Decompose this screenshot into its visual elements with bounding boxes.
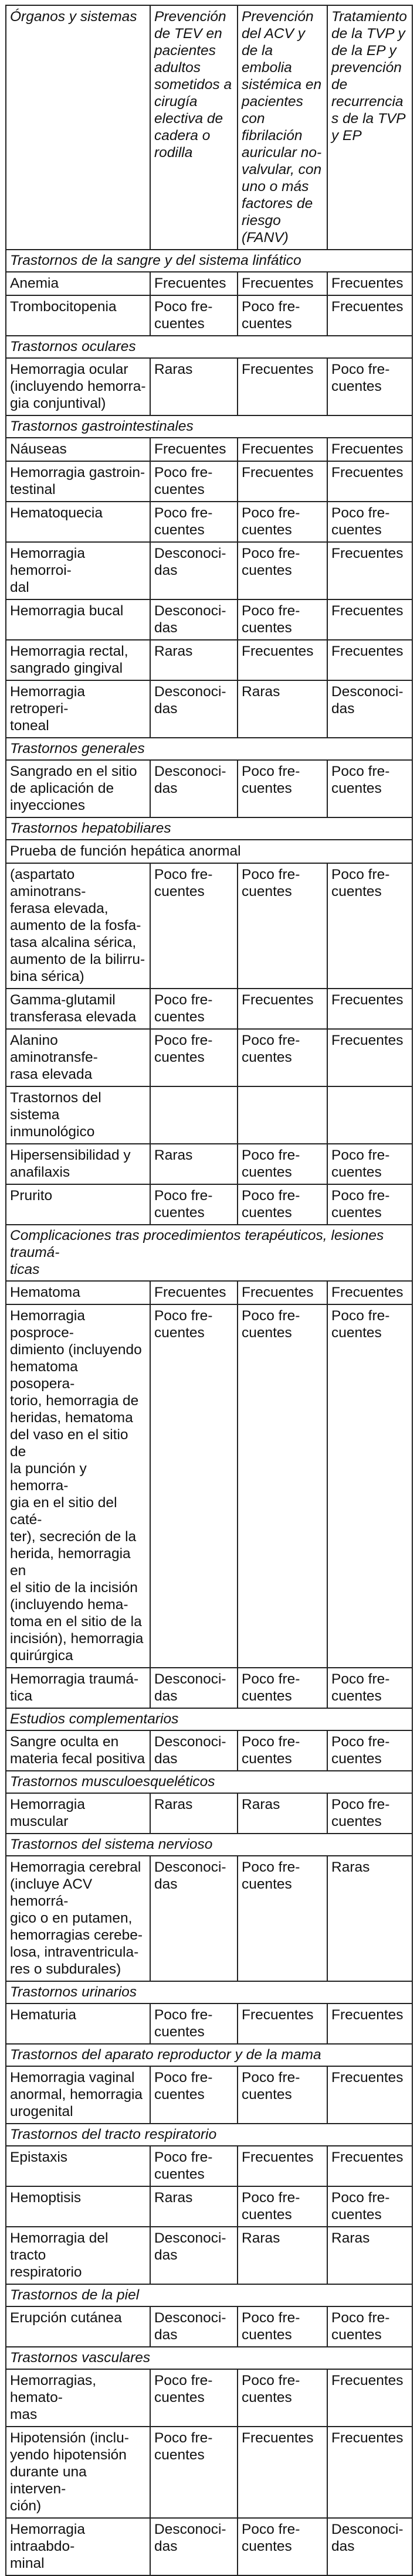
section-row (6, 1981, 412, 2003)
fanv-frequency-cell: Poco fre- cuentes (238, 2066, 327, 2124)
tvp-ep-frequency-cell: Frecuentes (327, 2427, 412, 2518)
table-row (6, 1856, 412, 1981)
reaction-cell: Hipersensibilidad y anafilaxis (6, 1144, 150, 1184)
fanv-frequency-cell: Poco fre- cuentes (238, 2518, 327, 2575)
tev-frequency-cell: Poco fre- cuentes (150, 295, 238, 336)
reaction-cell: Hematuria (6, 2003, 150, 2044)
fanv-frequency-cell: Frecuentes (238, 358, 327, 415)
tev-frequency-cell: Poco fre- cuentes (150, 863, 238, 989)
reaction-cell: Hipotensión (inclu- yendo hipotensión durante una interven- ción) (6, 2427, 150, 2518)
table-row (6, 295, 412, 336)
tev-frequency-cell: Desconoci- das (150, 1856, 238, 1981)
subheading-row (6, 840, 412, 863)
fanv-frequency-cell: Poco fre- cuentes (238, 599, 327, 640)
section-heading: Trastornos urinarios (6, 1981, 412, 2003)
tev-frequency-cell: Raras (150, 1793, 238, 1834)
header-organs: Órganos y sistemas (6, 5, 150, 250)
section-row (6, 2124, 412, 2146)
section-heading: Trastornos del sistema nervioso (6, 1834, 412, 1856)
section-heading: Trastornos de la sangre y del sistema linfático (6, 250, 412, 272)
tev-frequency-cell: Poco fre- cuentes (150, 502, 238, 542)
table-row (6, 1730, 412, 1771)
tvp-ep-frequency-cell: Frecuentes (327, 2146, 412, 2186)
table-row (6, 599, 412, 640)
tvp-ep-frequency-cell: Poco fre- cuentes (327, 1144, 412, 1184)
table-row (6, 1281, 412, 1304)
fanv-frequency-cell: Poco fre- cuentes (238, 1029, 327, 1086)
table-row (6, 760, 412, 817)
tvp-ep-frequency-cell: Raras (327, 1856, 412, 1981)
tvp-ep-frequency-cell: Frecuentes (327, 272, 412, 295)
section-row (6, 2347, 412, 2369)
reaction-cell: Prurito (6, 1184, 150, 1225)
tvp-ep-frequency-cell: Poco fre- cuentes (327, 1668, 412, 1708)
reaction-cell: Sangrado en el sitio de aplicación de inyecciones (6, 760, 150, 817)
tev-frequency-cell: Poco fre- cuentes (150, 2146, 238, 2186)
tev-frequency-cell: Desconoci- das (150, 1730, 238, 1771)
reaction-cell: Alanino aminotransfe- rasa elevada (6, 1029, 150, 1086)
tvp-ep-frequency-cell: Frecuentes (327, 599, 412, 640)
reaction-cell: Hemorragia rectal, sangrado gingival (6, 640, 150, 680)
tvp-ep-frequency-cell: Raras (327, 2227, 412, 2284)
table-row (6, 1304, 412, 1668)
section-heading: Trastornos hepatobiliares (6, 817, 412, 840)
tev-frequency-cell: Frecuentes (150, 438, 238, 461)
tvp-ep-frequency-cell: Frecuentes (327, 2369, 412, 2427)
table-header (6, 5, 412, 250)
table-row (6, 680, 412, 738)
reaction-cell: Anemia (6, 272, 150, 295)
table-row (6, 461, 412, 502)
tev-frequency-cell: Poco fre- cuentes (150, 461, 238, 502)
reaction-cell: Náuseas (6, 438, 150, 461)
reaction-cell: Sangre oculta en materia fecal positiva (6, 1730, 150, 1771)
tvp-ep-frequency-cell: Poco fre- cuentes (327, 2186, 412, 2227)
reaction-cell: Hemorragia bucal (6, 599, 150, 640)
section-heading: Trastornos del aparato reproductor y de la mama (6, 2044, 412, 2066)
tev-frequency-cell: Poco fre- cuentes (150, 2003, 238, 2044)
header-row (6, 5, 412, 250)
tvp-ep-frequency-cell: Frecuentes (327, 461, 412, 502)
fanv-frequency-cell: Poco fre- cuentes (238, 2369, 327, 2427)
header-fanv-prevention: Prevención del ACV y de la embolia sistémica en pacientes con fibrilación auricular no-valvular, con uno o más factores de riesgo (FANV) (238, 5, 327, 250)
fanv-frequency-cell: Frecuentes (238, 989, 327, 1029)
section-row (6, 1834, 412, 1856)
tev-frequency-cell: Raras (150, 1144, 238, 1184)
reaction-cell: Hemorragia intraabdo- minal (6, 2518, 150, 2575)
tev-frequency-cell (150, 1086, 238, 1144)
fanv-frequency-cell: Poco fre- cuentes (238, 502, 327, 542)
table-row (6, 2066, 412, 2124)
tev-frequency-cell: Raras (150, 358, 238, 415)
tvp-ep-frequency-cell: Frecuentes (327, 542, 412, 599)
reaction-cell: Epistaxis (6, 2146, 150, 2186)
fanv-frequency-cell: Raras (238, 1793, 327, 1834)
tev-frequency-cell: Desconoci- das (150, 1668, 238, 1708)
reaction-cell: Trastornos del sistema inmunológico (6, 1086, 150, 1144)
fanv-frequency-cell: Poco fre- cuentes (238, 863, 327, 989)
fanv-frequency-cell: Poco fre- cuentes (238, 542, 327, 599)
table-row (6, 989, 412, 1029)
fanv-frequency-cell: Poco fre- cuentes (238, 295, 327, 336)
table-row (6, 542, 412, 599)
fanv-frequency-cell: Poco fre- cuentes (238, 760, 327, 817)
tev-frequency-cell: Poco fre- cuentes (150, 2427, 238, 2518)
tev-frequency-cell: Poco fre- cuentes (150, 989, 238, 1029)
header-tvp-ep-treatment: Tratamiento de la TVP y de la EP y prevención de recurrencias de la TVP y EP (327, 5, 412, 250)
fanv-frequency-cell: Poco fre- cuentes (238, 1184, 327, 1225)
section-heading: Complicaciones tras procedimientos terapéuticos, lesiones traumá- ticas (6, 1225, 412, 1281)
reaction-cell: Hemorragia cerebral (incluye ACV hemorrá- gico o en putamen, hemorragias cerebe- losa, intraventricula- res o subdurales) (6, 1856, 150, 1981)
fanv-frequency-cell: Poco fre- cuentes (238, 1304, 327, 1668)
section-heading: Trastornos musculoesqueléticos (6, 1771, 412, 1793)
fanv-frequency-cell: Poco fre- cuentes (238, 1144, 327, 1184)
tvp-ep-frequency-cell: Desconoci- das (327, 680, 412, 738)
subheading: Prueba de función hepática anormal (6, 840, 412, 863)
fanv-frequency-cell: Raras (238, 2227, 327, 2284)
table-row (6, 1029, 412, 1086)
reaction-cell: Gamma-glutamil transferasa elevada (6, 989, 150, 1029)
table-row (6, 2186, 412, 2227)
fanv-frequency-cell: Frecuentes (238, 1281, 327, 1304)
tvp-ep-frequency-cell: Desconoci- das (327, 2518, 412, 2575)
table-row (6, 1086, 412, 1144)
fanv-frequency-cell: Frecuentes (238, 640, 327, 680)
tev-frequency-cell: Desconoci- das (150, 542, 238, 599)
reaction-cell: Erupción cutánea (6, 2306, 150, 2347)
fanv-frequency-cell: Frecuentes (238, 2003, 327, 2044)
table-row (6, 438, 412, 461)
reaction-cell: Hemorragia gastroin- testinal (6, 461, 150, 502)
section-heading: Trastornos gastrointestinales (6, 415, 412, 438)
tvp-ep-frequency-cell: Poco fre- cuentes (327, 1730, 412, 1771)
fanv-frequency-cell: Frecuentes (238, 272, 327, 295)
reaction-cell: Hemorragia retroperi- toneal (6, 680, 150, 738)
tev-frequency-cell: Desconoci- das (150, 599, 238, 640)
tev-frequency-cell: Desconoci- das (150, 2306, 238, 2347)
table-row (6, 1184, 412, 1225)
reaction-cell: Hemorragia ocular (incluyendo hemorra- gia conjuntival) (6, 358, 150, 415)
header-tev-prevention: Prevención de TEV en pacientes adultos sometidos a cirugía electiva de cadera o rodilla (150, 5, 238, 250)
tev-frequency-cell: Desconoci- das (150, 2227, 238, 2284)
section-heading: Trastornos vasculares (6, 2347, 412, 2369)
tvp-ep-frequency-cell: Frecuentes (327, 1281, 412, 1304)
tev-frequency-cell: Desconoci- das (150, 680, 238, 738)
tvp-ep-frequency-cell: Poco fre- cuentes (327, 1793, 412, 1834)
section-heading: Trastornos del tracto respiratorio (6, 2124, 412, 2146)
reaction-cell: Hemorragia vaginal anormal, hemorragia urogenital (6, 2066, 150, 2124)
table-body (6, 250, 412, 2575)
tev-frequency-cell: Desconoci- das (150, 2518, 238, 2575)
reaction-cell: (aspartato aminotrans- ferasa elevada, aumento de la fosfa- tasa alcalina sérica, aumento de la bilirru- bina sérica) (6, 863, 150, 989)
reaction-cell: Hemoptisis (6, 2186, 150, 2227)
tvp-ep-frequency-cell: Frecuentes (327, 2066, 412, 2124)
tev-frequency-cell: Frecuentes (150, 1281, 238, 1304)
adverse-reactions-table (5, 5, 413, 2576)
reaction-cell: Hemorragia hemorroi- dal (6, 542, 150, 599)
table-row (6, 272, 412, 295)
fanv-frequency-cell (238, 1086, 327, 1144)
section-row (6, 250, 412, 272)
section-heading: Trastornos oculares (6, 336, 412, 358)
tvp-ep-frequency-cell: Frecuentes (327, 640, 412, 680)
table-row (6, 863, 412, 989)
fanv-frequency-cell: Poco fre- cuentes (238, 1668, 327, 1708)
section-row (6, 1225, 412, 1281)
reaction-cell: Hemorragia posproce- dimiento (incluyendo hematoma posopera- torio, hemorragia de heridas, hematoma del vaso en el sitio de la punción y hemorra- gia en el sitio del caté- ter), secreción de la herida, hemorragia en el sitio de la incisión (incluyendo hema- toma en el sitio de la incisión), hemorragia quirúrgica (6, 1304, 150, 1668)
section-heading: Trastornos generales (6, 738, 412, 760)
section-row (6, 336, 412, 358)
tvp-ep-frequency-cell: Poco fre- cuentes (327, 760, 412, 817)
fanv-frequency-cell: Poco fre- cuentes (238, 1856, 327, 1981)
fanv-frequency-cell: Poco fre- cuentes (238, 2186, 327, 2227)
section-heading: Estudios complementarios (6, 1708, 412, 1730)
table-row (6, 2227, 412, 2284)
tev-frequency-cell: Poco fre- cuentes (150, 2369, 238, 2427)
tev-frequency-cell: Poco fre- cuentes (150, 2066, 238, 2124)
table-row (6, 1793, 412, 1834)
tev-frequency-cell: Poco fre- cuentes (150, 1304, 238, 1668)
section-row (6, 1708, 412, 1730)
reaction-cell: Hematoma (6, 1281, 150, 1304)
table-row (6, 2306, 412, 2347)
table-row (6, 2369, 412, 2427)
fanv-frequency-cell: Poco fre- cuentes (238, 1730, 327, 1771)
tev-frequency-cell: Raras (150, 2186, 238, 2227)
reaction-cell: Hematoquecia (6, 502, 150, 542)
reaction-cell: Trombocitopenia (6, 295, 150, 336)
fanv-frequency-cell: Frecuentes (238, 2146, 327, 2186)
reaction-cell: Hemorragia muscular (6, 1793, 150, 1834)
tvp-ep-frequency-cell: Poco fre- cuentes (327, 502, 412, 542)
section-row (6, 415, 412, 438)
reaction-cell: Hemorragia del tracto respiratorio (6, 2227, 150, 2284)
tev-frequency-cell: Frecuentes (150, 272, 238, 295)
tvp-ep-frequency-cell: Poco fre- cuentes (327, 863, 412, 989)
tev-frequency-cell: Poco fre- cuentes (150, 1184, 238, 1225)
tvp-ep-frequency-cell: Frecuentes (327, 989, 412, 1029)
section-row (6, 738, 412, 760)
tvp-ep-frequency-cell: Poco fre- cuentes (327, 358, 412, 415)
tvp-ep-frequency-cell: Poco fre- cuentes (327, 1184, 412, 1225)
table-row (6, 2518, 412, 2575)
tvp-ep-frequency-cell (327, 1086, 412, 1144)
table-row (6, 640, 412, 680)
table-row (6, 1144, 412, 1184)
fanv-frequency-cell: Frecuentes (238, 461, 327, 502)
fanv-frequency-cell: Frecuentes (238, 438, 327, 461)
tev-frequency-cell: Poco fre- cuentes (150, 1029, 238, 1086)
fanv-frequency-cell: Raras (238, 680, 327, 738)
reaction-cell: Hemorragias, hemato- mas (6, 2369, 150, 2427)
tvp-ep-frequency-cell: Poco fre- cuentes (327, 2306, 412, 2347)
table-row (6, 2146, 412, 2186)
table-row (6, 1668, 412, 1708)
reaction-cell: Hemorragia traumá- tica (6, 1668, 150, 1708)
tvp-ep-frequency-cell: Frecuentes (327, 295, 412, 336)
tvp-ep-frequency-cell: Frecuentes (327, 1029, 412, 1086)
tvp-ep-frequency-cell: Frecuentes (327, 438, 412, 461)
tev-frequency-cell: Raras (150, 640, 238, 680)
table-row (6, 502, 412, 542)
fanv-frequency-cell: Frecuentes (238, 2427, 327, 2518)
section-row (6, 2284, 412, 2306)
fanv-frequency-cell: Poco fre- cuentes (238, 2306, 327, 2347)
tvp-ep-frequency-cell: Poco fre- cuentes (327, 1304, 412, 1668)
section-row (6, 2044, 412, 2066)
section-heading: Trastornos de la piel (6, 2284, 412, 2306)
table-row (6, 2427, 412, 2518)
table-row (6, 358, 412, 415)
section-row (6, 1771, 412, 1793)
table-row (6, 2003, 412, 2044)
tev-frequency-cell: Desconoci- das (150, 760, 238, 817)
tvp-ep-frequency-cell: Frecuentes (327, 2003, 412, 2044)
section-row (6, 817, 412, 840)
